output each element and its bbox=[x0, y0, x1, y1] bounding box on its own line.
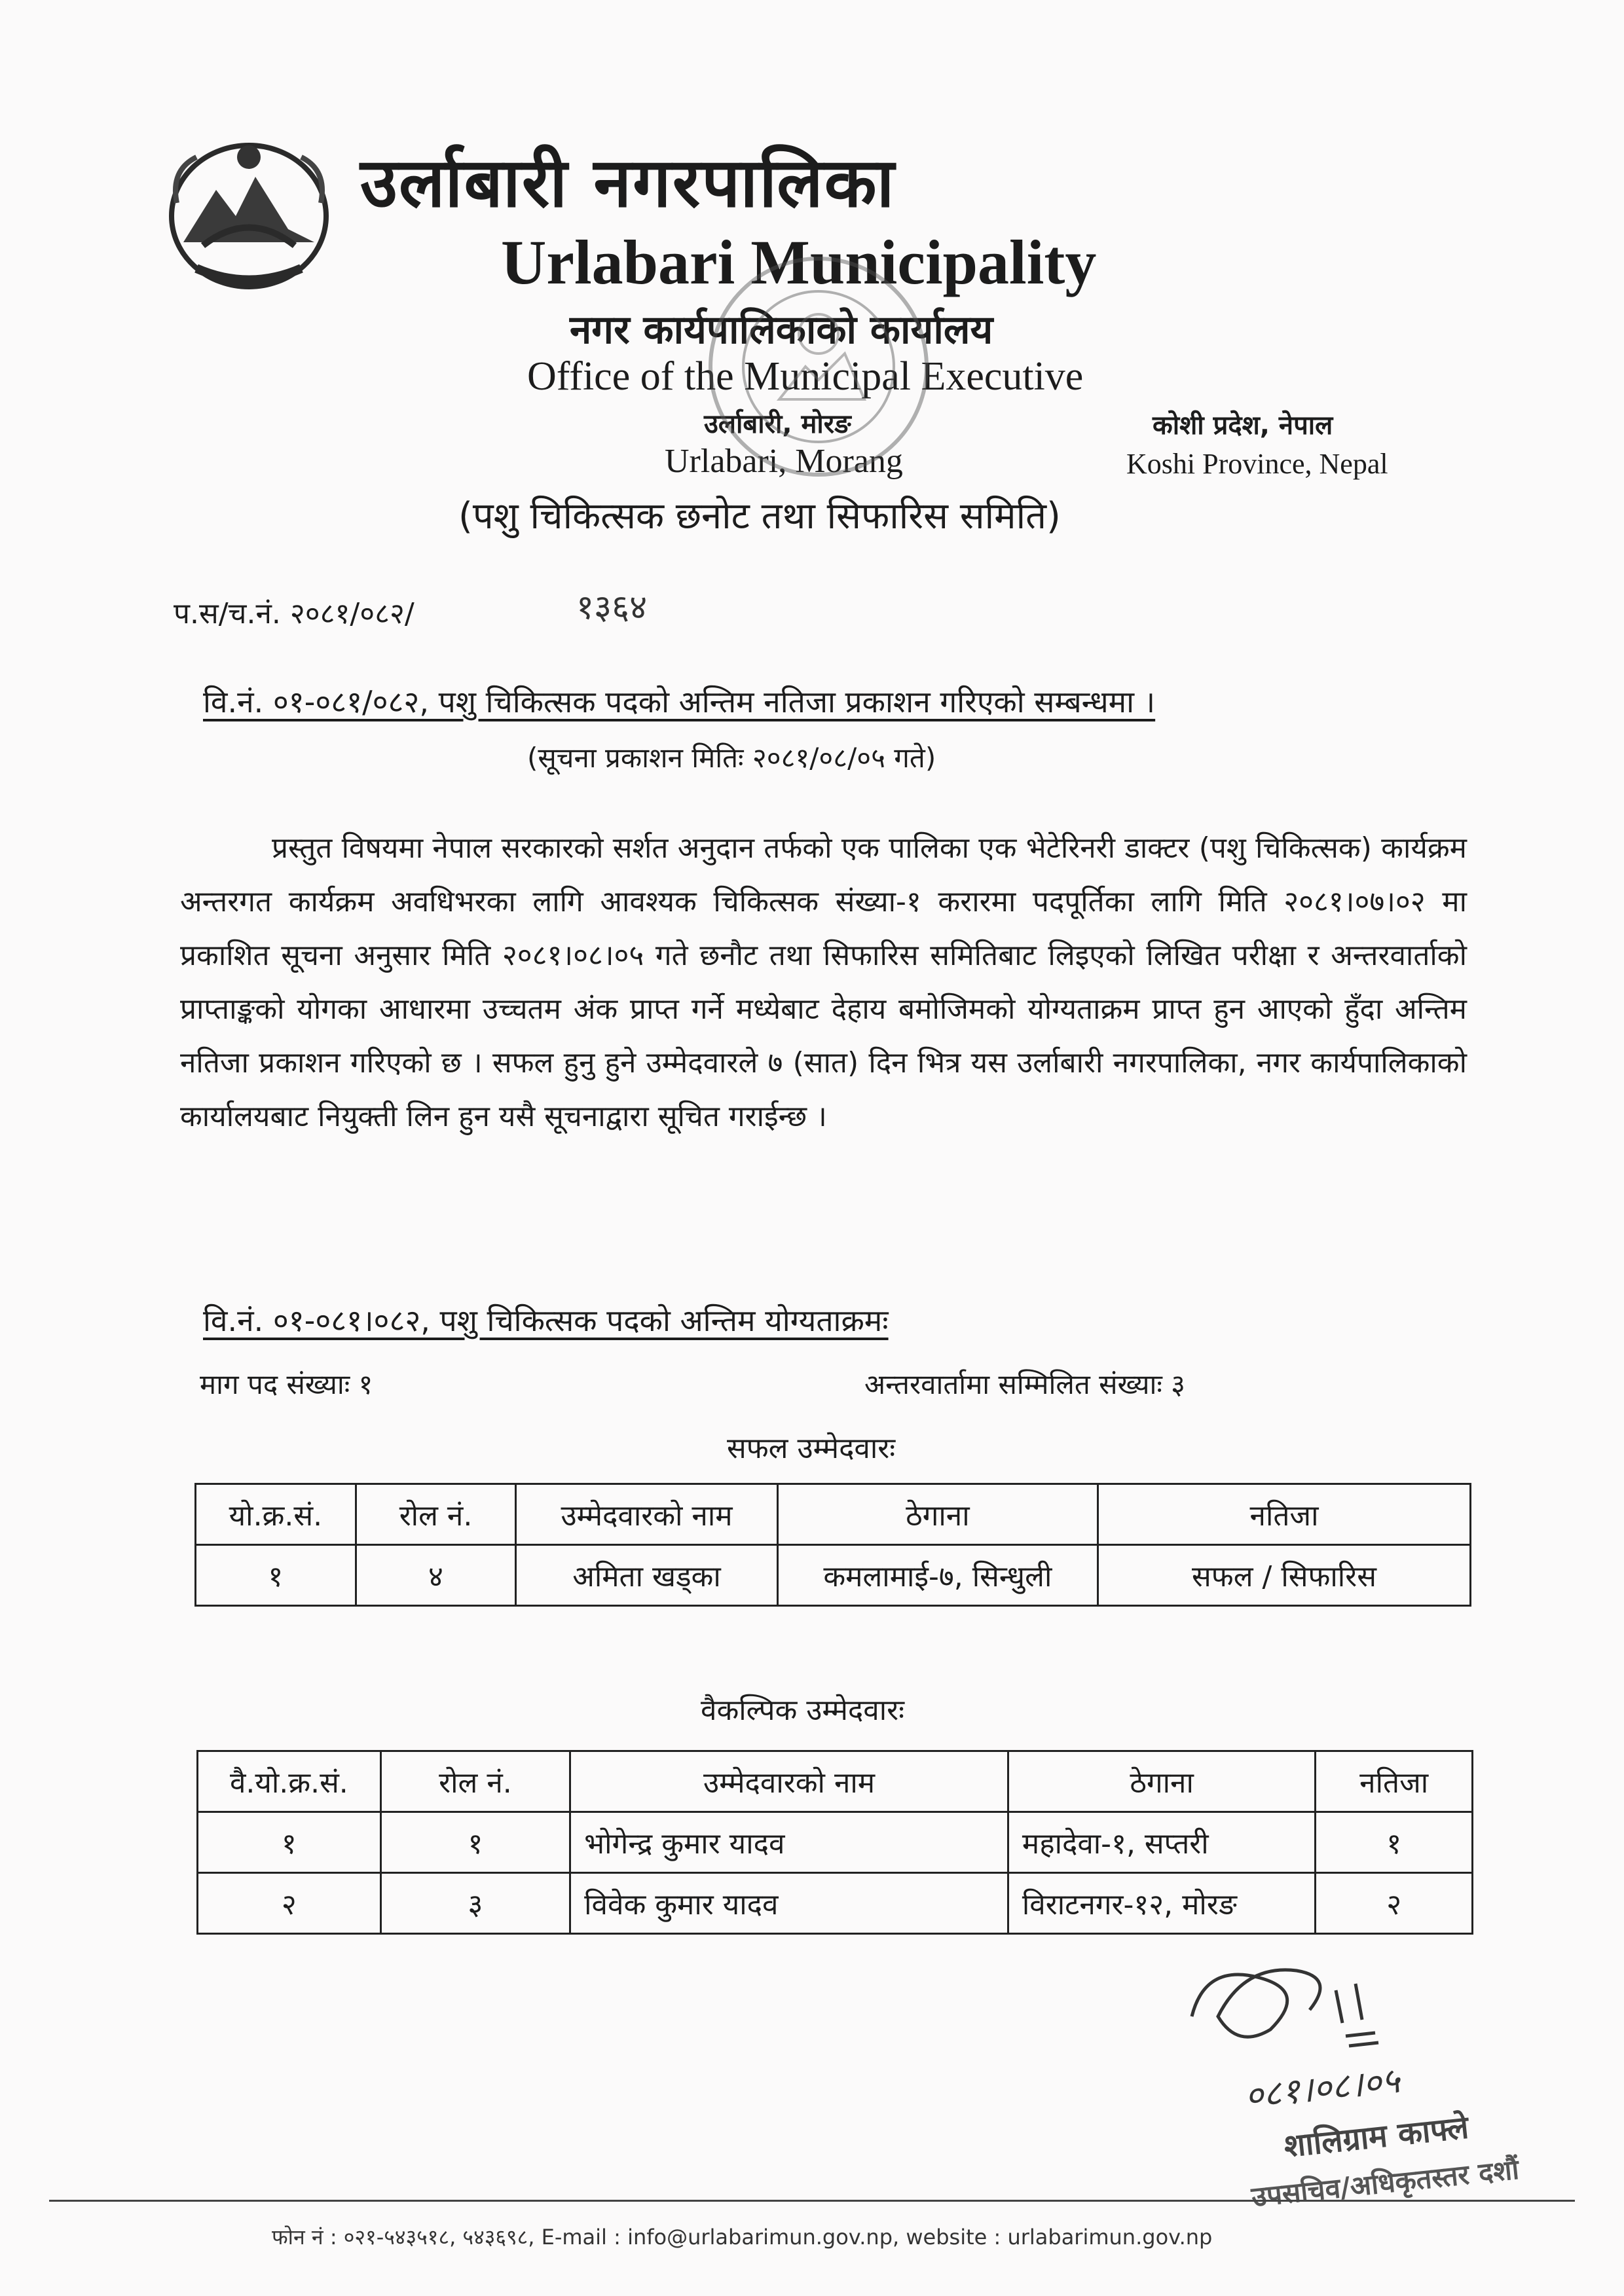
column-header: वै.यो.क्र.सं. bbox=[198, 1751, 381, 1812]
official-seal bbox=[701, 249, 936, 484]
column-header: नतिजा bbox=[1098, 1484, 1471, 1545]
table-cell: १ bbox=[196, 1545, 356, 1606]
table-cell: २ bbox=[1316, 1873, 1473, 1934]
demand-post-count: माग पद संख्याः १ bbox=[200, 1368, 373, 1400]
municipality-title-nepali: उर्लाबारी नगरपालिका bbox=[360, 143, 896, 223]
province-english: Koshi Province, Nepal bbox=[1126, 448, 1388, 480]
table-cell: १ bbox=[198, 1812, 381, 1873]
address-nepali: उर्लाबारी, मोरङ bbox=[704, 409, 851, 439]
table-cell: २ bbox=[198, 1873, 381, 1934]
table-cell: ४ bbox=[356, 1545, 516, 1606]
alternate-candidates-heading: वैकल्पिक उम्मेदवारः bbox=[701, 1694, 904, 1727]
interview-participant-count: अन्तरवार्तामा सम्मिलित संख्याः ३ bbox=[864, 1368, 1185, 1400]
column-header: ठेगाना bbox=[1008, 1751, 1315, 1812]
alternate-candidates-table bbox=[196, 1750, 1473, 1935]
municipality-emblem bbox=[157, 131, 341, 301]
reference-number: प.स/च.नं. २०८१/०८२/ bbox=[174, 597, 415, 630]
signature-date: ०८१।०८।०५ bbox=[1242, 2059, 1402, 2117]
table-cell: ३ bbox=[380, 1873, 570, 1934]
committee-name: (पशु चिकित्सक छनोट तथा सिफारिस समिति) bbox=[458, 495, 1061, 538]
table-cell: १ bbox=[380, 1812, 570, 1873]
column-header: रोल नं. bbox=[380, 1751, 570, 1812]
address-english: Urlabari, Morang bbox=[665, 443, 903, 480]
table-row bbox=[198, 1873, 1473, 1934]
successful-candidates-heading: सफल उम्मेदवारः bbox=[727, 1432, 896, 1465]
table-cell: सफल / सिफारिस bbox=[1098, 1545, 1471, 1606]
table-cell: विवेक कुमार यादव bbox=[570, 1873, 1008, 1934]
column-header: ठेगाना bbox=[777, 1484, 1098, 1545]
column-header: उम्मेदवारको नाम bbox=[516, 1484, 777, 1545]
column-header: यो.क्र.सं. bbox=[196, 1484, 356, 1545]
footer-contact: फोन नं : ०२१-५४३५१८, ५४३६९८, E-mail : info@urlabarimun.gov.np, website : urlabarimun.gov.np bbox=[272, 2225, 1213, 2250]
footer-divider bbox=[49, 2200, 1575, 2202]
handwritten-signature bbox=[1179, 1938, 1414, 2056]
signatory-name: शालिग्राम काफ्ले bbox=[1282, 2109, 1471, 2165]
table-row bbox=[196, 1545, 1471, 1606]
publication-date: (सूचना प्रकाशन मितिः २०८१/०८/०५ गते) bbox=[527, 742, 936, 774]
table-cell: विराटनगर-१२, मोरङ bbox=[1008, 1873, 1315, 1934]
table-cell: अमिता खड्का bbox=[516, 1545, 777, 1606]
column-header: नतिजा bbox=[1316, 1751, 1473, 1812]
column-header: रोल नं. bbox=[356, 1484, 516, 1545]
office-title-english: Office of the Municipal Executive bbox=[527, 354, 1084, 399]
municipality-title-english: Urlabari Municipality bbox=[501, 227, 1097, 297]
merit-list-heading: वि.नं. ०१-०८१।०८२, पशु चिकित्सक पदको अन्तिम योग्यताक्रमः bbox=[203, 1303, 889, 1338]
notice-body-paragraph: प्रस्तुत विषयमा नेपाल सरकारको सर्शत अनुदान तर्फको एक पालिका एक भेटेरिनरी डाक्टर (पशु चिकित्सक) कार्यक्रम अन्तरगत कार्यक्रम अवधिभरका लागि आवश्यक चिकित्सक संख्या-१ करारमा पदपूर्तिका लागि मिति २०८१।०७।०२ मा प्रकाशित सूचना अनुसार मिति २०८१।०८।०५ गते छनौट तथा सिफारिस समितिबाट लिइएको लिखित परीक्षा र अन्तरवार्ताको प्राप्ताङ्कको योगका आधारमा उच्चतम अंक प्राप्त गर्ने मध्येबाट देहाय बमोजिमको योग्यताक्रम प्राप्त हुन आएको हुँदा अन्तिम नतिजा प्रकाशन गरिएको छ । सफल हुनु हुने उम्मेदवारले ७ (सात) दिन भित्र यस उर्लाबारी नगरपालिका, नगर कार्यपालिकाको कार्यालयबाट नियुक्ती लिन हुन यसै सूचनाद्वारा सूचित गराईन्छ । bbox=[180, 831, 1467, 1133]
table-cell: भोगेन्द्र कुमार यादव bbox=[570, 1812, 1008, 1873]
successful-candidates-table bbox=[194, 1483, 1471, 1607]
table-cell: कमलामाई-७, सिन्धुली bbox=[777, 1545, 1098, 1606]
table-header-row bbox=[198, 1751, 1473, 1812]
table-cell: १ bbox=[1316, 1812, 1473, 1873]
subject-line: वि.नं. ०१-०८१/०८२, पशु चिकित्सक पदको अन्तिम नतिजा प्रकाशन गरिएको सम्बन्धमा । bbox=[203, 684, 1156, 720]
table-row bbox=[198, 1812, 1473, 1873]
office-title-nepali: नगर कार्यपालिकाको कार्यालय bbox=[570, 307, 993, 353]
province-nepali: कोशी प्रदेश, नेपाल bbox=[1153, 410, 1333, 441]
signatory-designation: उपसचिव/अधिकृतस्तर दशौं bbox=[1249, 2153, 1521, 2214]
table-header-row bbox=[196, 1484, 1471, 1545]
column-header: उम्मेदवारको नाम bbox=[570, 1751, 1008, 1812]
table-cell: महादेवा-१, सप्तरी bbox=[1008, 1812, 1315, 1873]
handwritten-dispatch-number: १३६४ bbox=[576, 588, 648, 627]
